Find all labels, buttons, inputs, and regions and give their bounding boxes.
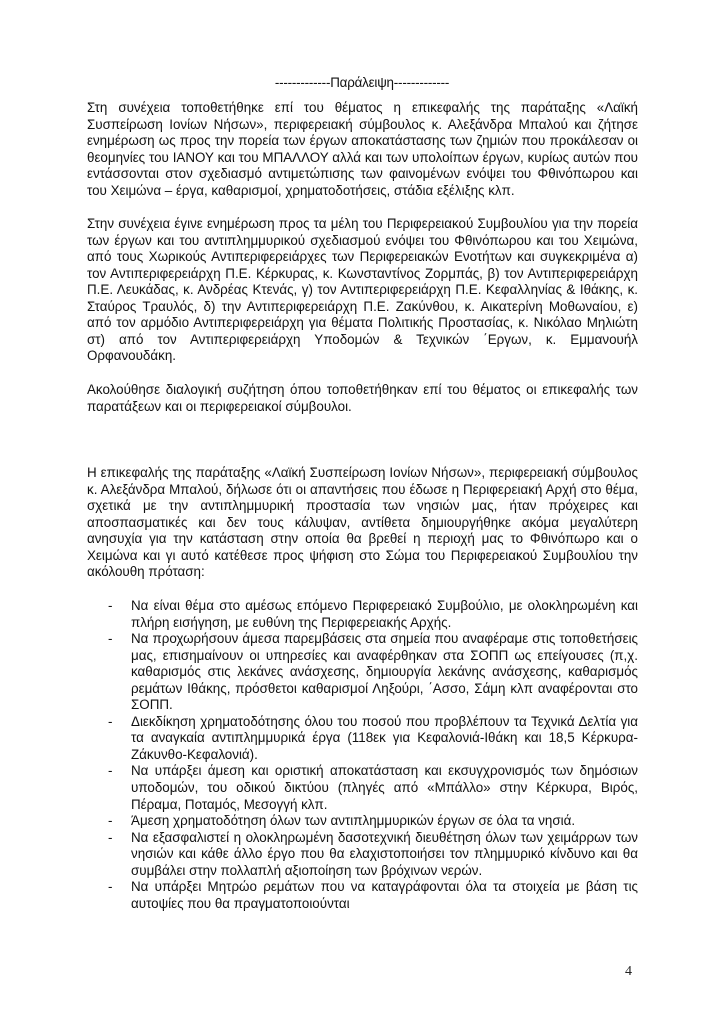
omission-marker: -------------Παράλειψη------------- xyxy=(274,75,450,90)
bullet-dash: - xyxy=(108,879,113,895)
proposal-text: Να εξασφαλιστεί η ολοκληρωμένη δασοτεχνική διευθέτηση όλων των χειμάρρων των νησιών και κάθε άλλο έργο που θα ελαχιστοποιήσει τον πλημμυρικό κίνδυνο και θα συμβάλει στην πολλαπλή αξιοποίηση των βρόχινων νερών. xyxy=(131,829,638,878)
proposal-item xyxy=(87,714,638,764)
proposal-item xyxy=(87,879,638,912)
bullet-dash: - xyxy=(108,763,113,779)
paragraph-balou-statement: Η επικεφαλής της παράταξης «Λαϊκή Συσπείρωση Ιονίων Νήσων», περιφερειακή σύμβουλος κ. Αλεξάνδρα Μπαλού, δήλωσε ότι οι απαντήσεις που έδωσε η Περιφερειακή Αρχή στο θέμα, σχετικά με την αντιπλημμυρική προστασία των νησιών μας, ήταν πρόχειρες και αποσπασματικές και δεν τους κάλυψαν, αντίθετα δημιουργήθηκε ακόμα μεγαλύτερη ανησυχία για την κατάσταση στην οποία θα βρεθεί η περιοχή μας το Φθινόπωρο και ο Χειμώνα και γι αυτό κατέθεσε προς ψήφιση στο Σώμα του Περιφερειακού Συμβουλίου την ακόλουθη πρόταση: xyxy=(87,465,638,580)
paragraph-vice-governors-briefing: Στην συνέχεια έγινε ενημέρωση προς τα μέλη του Περιφερειακού Συμβουλίου για την πορεία των έργων και του αντιπλημμυρικού σχεδιασμού ενόψει του Φθινόπωρου και του Χειμώνα, από τους Χωρικούς Αντιπεριφερειάρχες των Περιφερειακών Ενοτήτων και συγκεκριμένα α) τον Αντιπεριφερειάρχη Π.Ε. Κέρκυρας, κ. Κωνσταντίνος Ζορμπάς, β) τον Αντιπεριφερειάρχη Π.Ε. Λευκάδας, κ. Ανδρέας Κτενάς, γ) τον Αντιπεριφερειάρχη Π.Ε. Κεφαλληνίας & Ιθάκης, κ. Σταύρος Τραυλός, δ) την Αντιπεριφερειάρχη Π.Ε. Ζακύνθου, κ. Αικατερίνη Μοθωναίου, ε) από τον αρμόδιο Αντιπεριφερειάρχη για θέματα Πολιτικής Προστασίας, κ. Νικόλαο Μηλιώτη στ) από τον Αντιπεριφερειάρχη Υποδομών & Τεχνικών ΄Εργων, κ. Εμμανουήλ Ορφανουδάκη. xyxy=(87,216,638,364)
proposal-text: Να υπάρξει άμεση και οριστική αποκατάσταση και εκσυγχρονισμός των δημόσιων υποδομών, του οδικού δικτύου (πληγές από «Μπάλλο» στην Κέρκυρα, Βιρός, Πέραμα, Ποταμός, Μεσογγή κλπ. xyxy=(131,763,638,812)
proposal-item xyxy=(87,598,638,631)
bullet-dash: - xyxy=(108,598,113,613)
paragraph-balou-request: Στη συνέχεια τοποθετήθηκε επί του θέματος η επικεφαλής της παράταξης «Λαϊκή Συσπείρωση Ιονίων Νήσων», περιφερειακή σύμβουλος κ. Αλεξάνδρα Μπαλού και ζήτησε ενημέρωση ως προς την πορεία των έργων αποκατάστασης των ζημιών που προκάλεσαν οι θεομηνίες του ΙΑΝΟΥ και του ΜΠΑΛΛΟΥ αλλά και των υπολοίπων έργων, κυρίως αυτών που εντάσσονται στον σχεδιασμό αντιμετώπισης των φαινομένων ενόψει του Φθινόπωρου και του Χειμώνα – έργα, καθαρισμοί, χρηματοδοτήσεις, στάδια εξέλιξης κλπ. xyxy=(87,100,638,198)
proposal-text: Να υπάρξει Μητρώο ρεμάτων που να καταγράφονται όλα τα στοιχεία με βάση τις αυτοψίες που θα πραγματοποιούνται xyxy=(131,879,638,911)
proposal-item xyxy=(87,813,638,830)
page-number: 4 xyxy=(625,964,632,979)
proposal-text: Να προχωρήσουν άμεσα παρεμβάσεις στα σημεία που αναφέραμε στις τοποθετήσεις μας, επισημαίνουν οι υπηρεσίες και αναφέρθηκαν στα ΣΟΠΠ ως επείγουσες (π,χ. καθαρισμός στις λεκάνες ανάσχεσης, δημιουργία λεκάνης ανάσχεσης, καθαρισμός ρεμάτων Ιθάκης, πρόσθετοι καθαρισμοί Ληξούρι, ΄Ασσο, Σάμη κλπ αναφέρονται στο ΣΟΠΠ. xyxy=(131,631,638,713)
paragraph-discussion: Ακολούθησε διαλογική συζήτηση όπου τοποθετήθηκαν επί του θέματος οι επικεφαλής των παρατάξεων και οι περιφερειακοί σύμβουλοι. xyxy=(87,382,638,414)
bullet-dash: - xyxy=(108,631,113,647)
bullet-dash: - xyxy=(108,813,113,829)
proposal-text: Να είναι θέμα στο αμέσως επόμενο Περιφερειακό Συμβούλιο, με ολοκληρωμένη και πλήρη εισήγηση, με ευθύνη της Περιφερειακής Αρχής. xyxy=(131,598,638,630)
proposal-text: Άμεση χρηματοδότηση όλων των αντιπλημμυρικών έργων σε όλα τα νησιά. xyxy=(131,813,576,829)
proposal-text: Διεκδίκηση χρηματοδότησης όλου του ποσού που προβλέπουν τα Τεχνικά Δελτία για τα αναγκαία αντιπλημμυρικά έργα (118εκ για Κεφαλονιά-Ιθάκη και 18,5 Κέρκυρα-Ζάκυνθο-Κεφαλονιά). xyxy=(131,713,638,762)
proposal-list xyxy=(87,598,638,912)
proposal-item xyxy=(87,631,638,714)
bullet-dash: - xyxy=(108,713,113,729)
proposal-item xyxy=(87,830,638,880)
proposal-item xyxy=(87,763,638,813)
bullet-dash: - xyxy=(108,829,113,845)
